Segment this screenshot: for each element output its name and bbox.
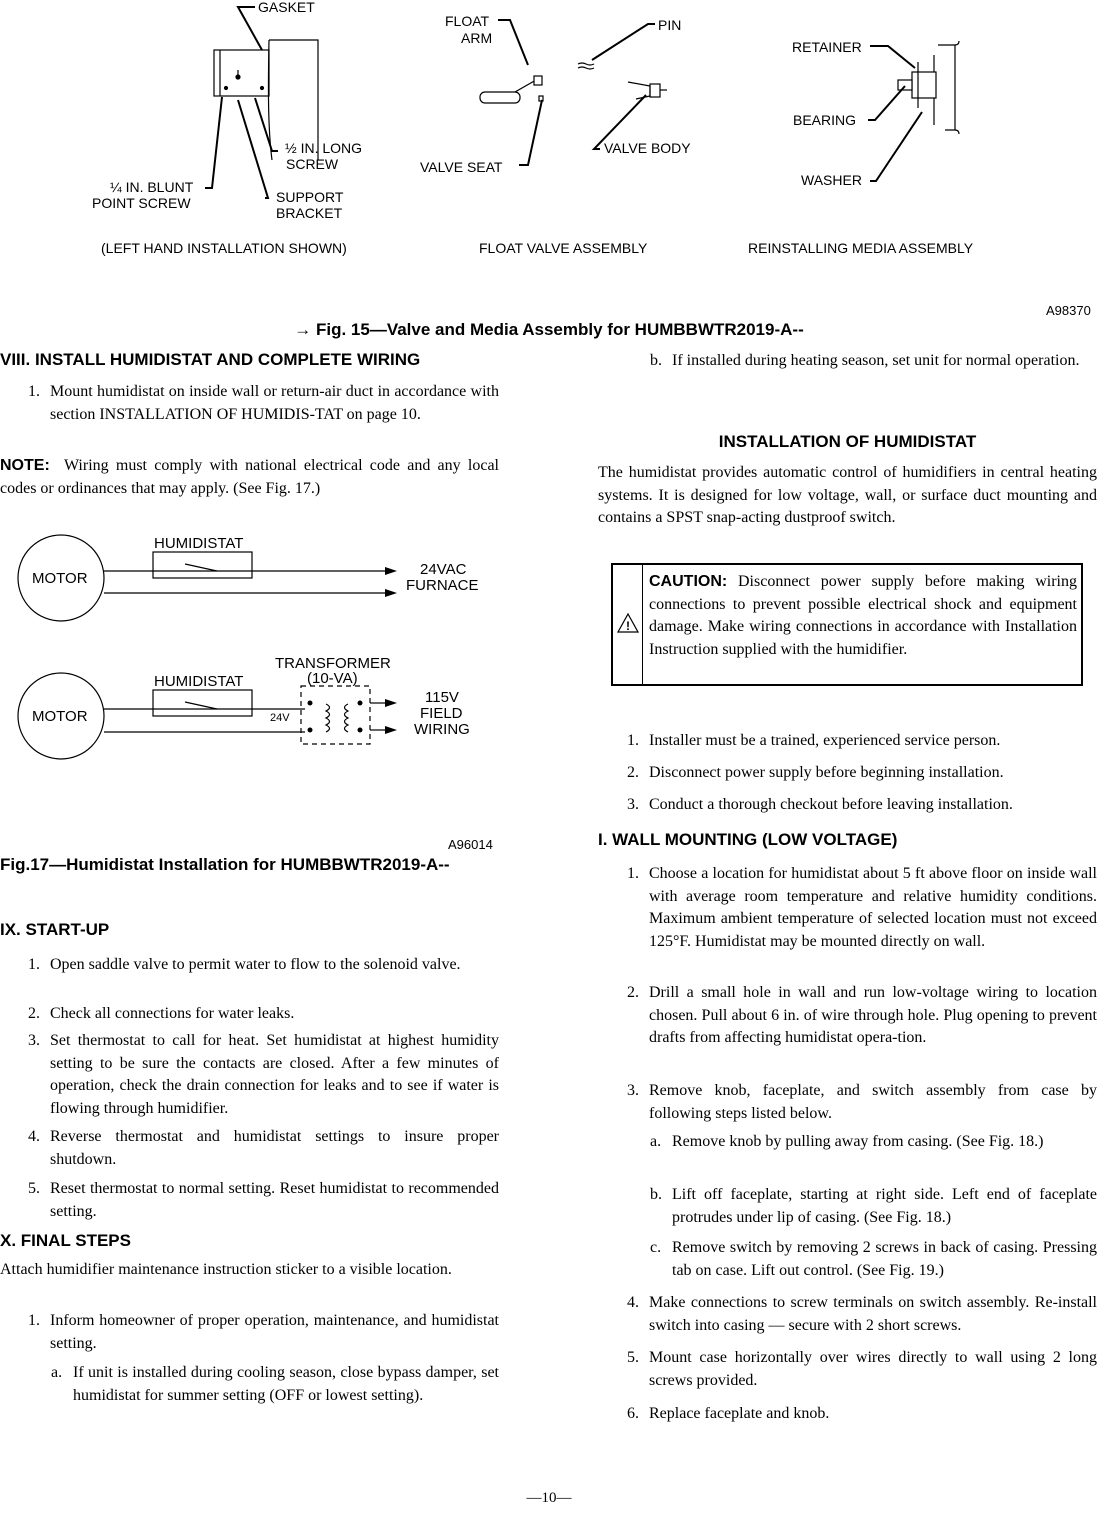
fig17-title: Fig.17—Humidistat Installation for HUMBBWTR2019-A-- [0, 855, 450, 874]
note-paragraph [0, 455, 499, 500]
list-item: 2. Drill a small hole in wall and run low-voltage wiring to location chosen. Pull about 6 in. of wire through hole. Plug opening to prevent drafts from affecting humidistat opera-tion. [627, 984, 1097, 1046]
caption-media-assembly: REINSTALLING MEDIA ASSEMBLY [748, 240, 974, 256]
note-label: NOTE: [0, 457, 50, 474]
list-item: a. Remove knob by pulling away from casing. (See Fig. 18.) [650, 1133, 1044, 1150]
section-ix-heading: IX. START-UP [0, 920, 110, 939]
list-item: a. If unit is installed during cooling season, close bypass damper, set humidistat for summer setting (OFF or lowest setting). [51, 1364, 499, 1404]
fig15-title: → Fig. 15—Valve and Media Assembly for HUMBBWTR2019-A-- [294, 320, 804, 339]
caution-text: Disconnect power supply before making wiring connections to prevent possible electrical shock and equipment damage. Make wiring connections in accordance with Installation Instruction supplied with the humidifier. [649, 573, 1078, 658]
fig17-id: A96014 [448, 837, 493, 852]
furnace-label-2: FURNACE [406, 577, 479, 594]
list-item: 1. Installer must be a trained, experienced service person. [627, 732, 1001, 749]
list-item: 1. Choose a location for humidistat about 5 ft above floor on inside wall with average room temperature and relative humidity conditions. Maximum ambient temperature of selected location must not exceed 125°F. Humidistat may be mounted directly on wall. [627, 865, 1097, 950]
caution-label: CAUTION: [649, 573, 728, 590]
caution-box [611, 563, 1083, 686]
list-item: c. Remove switch by removing 2 screws in back of casing. Pressing tab on case. Lift out control. (See Fig. 19.) [650, 1239, 1097, 1279]
transformer-box [301, 686, 370, 744]
motor-1-label: MOTOR [32, 570, 88, 587]
motor-2-label: MOTOR [32, 708, 88, 725]
section-viii-heading: VIII. INSTALL HUMIDISTAT AND COMPLETE WIRING [0, 350, 421, 369]
fig15-leaders-left [205, 7, 278, 198]
humidistat-2-label: HUMIDISTAT [154, 673, 244, 690]
installation-paragraph: The humidistat provides automatic control of humidifiers in central heating systems. It is designed for low voltage, wall, or surface duct mounting and contains a SPST snap-acting dustproof switch. [598, 464, 1097, 526]
list-item: b. Lift off faceplate, starting at right side. Left end of faceplate protrudes under lip of casing. (See Fig. 18.) [650, 1186, 1097, 1226]
list-item: 4. Make connections to screw terminals on switch assembly. Re-install switch into casing — secure with 2 short screws. [627, 1294, 1097, 1334]
valve-body-label: VALVE BODY [604, 140, 691, 156]
warning-triangle-icon [617, 613, 639, 633]
fig15-diagram [0, 0, 1098, 300]
support-bracket-label-1: SUPPORT [276, 189, 344, 205]
final-steps-paragraph: Attach humidifier maintenance instruction sticker to a visible location. [0, 1261, 452, 1278]
pin-label: PIN [658, 17, 682, 33]
support-bracket-label-2: BRACKET [276, 205, 343, 221]
gasket-label: GASKET [258, 0, 315, 15]
field-wiring-label-3: WIRING [414, 721, 470, 738]
list-item: 3. Remove knob, faceplate, and switch assembly from case by following steps listed below. [627, 1082, 1097, 1122]
list-item: 1. Open saddle valve to permit water to flow to the solenoid valve. [28, 956, 461, 973]
page-number: —10— [526, 1490, 572, 1506]
media-assembly-drawing [898, 41, 959, 134]
valve-seat-label: VALVE SEAT [420, 159, 503, 175]
furnace-label-1: 24VAC [420, 561, 467, 578]
float-valve-drawing [480, 63, 667, 103]
list-item: 3. Conduct a thorough checkout before leaving installation. [627, 796, 1013, 813]
caption-left-hand: (LEFT HAND INSTALLATION SHOWN) [101, 240, 347, 256]
list-item: 1. Inform homeowner of proper operation, maintenance, and humidistat setting. [28, 1312, 499, 1352]
list-item: 2. Check all connections for water leaks. [28, 1005, 295, 1022]
list-item: 3. Set thermostat to call for heat. Set humidistat at highest humidity setting to be sure the contacts are closed. After a few minutes of operation, check the drain connection for leaks and to see if water is flowing through humidifier. [28, 1032, 499, 1117]
note-text: Wiring must comply with national electrical code and any local codes or ordinances that may apply. (See Fig. 17.) [0, 457, 499, 497]
float-arm-label-2: ARM [461, 30, 493, 46]
field-wiring-label-2: FIELD [420, 705, 463, 722]
section-x-heading: X. FINAL STEPS [0, 1231, 131, 1250]
half-inch-screw-label-1: ½ IN. LONG [285, 140, 363, 156]
humidistat-1-label: HUMIDISTAT [154, 535, 244, 552]
fig15-id: A98370 [1046, 303, 1091, 318]
field-wiring-label-1: 115V [425, 689, 459, 706]
svg-text:!: ! [626, 619, 630, 633]
list-item: 6. Replace faceplate and knob. [627, 1405, 830, 1422]
transformer-label-2: (10-VA) [307, 670, 358, 687]
quarter-inch-screw-label-2: POINT SCREW [92, 195, 191, 211]
list-item: 5. Mount case horizontally over wires directly to wall using 2 long screws provided. [627, 1349, 1097, 1389]
retainer-label: RETAINER [792, 39, 862, 55]
list-item: 5. Reset thermostat to normal setting. Reset humidistat to recommended setting. [28, 1180, 499, 1220]
float-arm-label-1: FLOAT [445, 13, 490, 29]
list-item: 1. Mount humidistat on inside wall or return-air duct in accordance with section INSTALLATION OF HUMIDIS-TAT on page 10. [28, 383, 499, 423]
humidistat-1-box [153, 552, 252, 578]
half-inch-screw-label-2: SCREW [286, 156, 339, 172]
caution-text-block [649, 571, 1077, 661]
list-item: 4. Reverse thermostat and humidistat settings to insure proper shutdown. [28, 1128, 499, 1168]
washer-label: WASHER [801, 172, 862, 188]
wall-mounting-heading: I. WALL MOUNTING (LOW VOLTAGE) [598, 830, 898, 849]
fig15-leaders-right [868, 46, 922, 181]
transformer-label-1: TRANSFORMER [275, 655, 391, 672]
humidistat-2-box [153, 690, 252, 716]
list-item: 2. Disconnect power supply before beginning installation. [627, 764, 1004, 781]
fig17-diagram [0, 520, 500, 820]
caption-float-valve: FLOAT VALVE ASSEMBLY [479, 240, 648, 256]
list-item: b. If installed during heating season, set unit for normal operation. [650, 352, 1080, 369]
bearing-label: BEARING [793, 112, 857, 128]
quarter-inch-screw-label-1: ¼ IN. BLUNT [110, 179, 194, 195]
24v-label: 24V [270, 712, 290, 724]
installation-heading: INSTALLATION OF HUMIDISTAT [718, 432, 977, 451]
